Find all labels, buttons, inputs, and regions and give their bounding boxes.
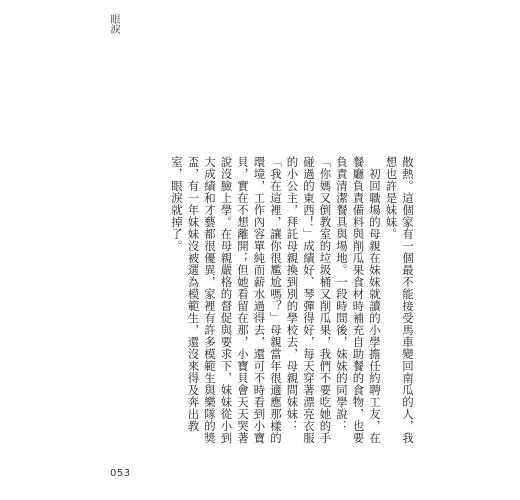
paragraph-1: 散熱。這個家有一個最不能接受馬車變回南瓜的人，我想也許是妹妹。 — [384, 156, 415, 444]
paragraph-2: 初回職場的母親在妹妹就讀的小學擔任約聘工友，在餐廳負責備料與削瓜果食材時補充自助餐的食物，也要負責清潔餐具與場地。一段時間後，妹妹的同學說：「你媽又倒教室的垃圾桶又削瓜果，我們不要吃她的手碰過的東西！」成績好、琴彈得好，每天穿著漂亮衣服的小公主，拜託母親換到別的學校去，母親問妹妹：「我在這裡，讓你很尷尬嗎？」母親當年很適應那樣的環境，工作內容單純而薪水過得去，還可不時看到小寶貝，實在不想離開；但她看留在那，小寶貝會天天哭著說沒臉上學。在母親嚴格的督促與要求下，妹妹從小到大成績和才藝都很優異，家裡有許多模範生與樂隊的獎盃，有一年妹妹沒被選為模範生，還沒來得及奔出教室，眼淚就掉了。 — [170, 156, 382, 444]
page-number: 053 — [110, 468, 131, 479]
body-text — [128, 156, 416, 452]
running-head: 眼淚 — [108, 14, 119, 34]
